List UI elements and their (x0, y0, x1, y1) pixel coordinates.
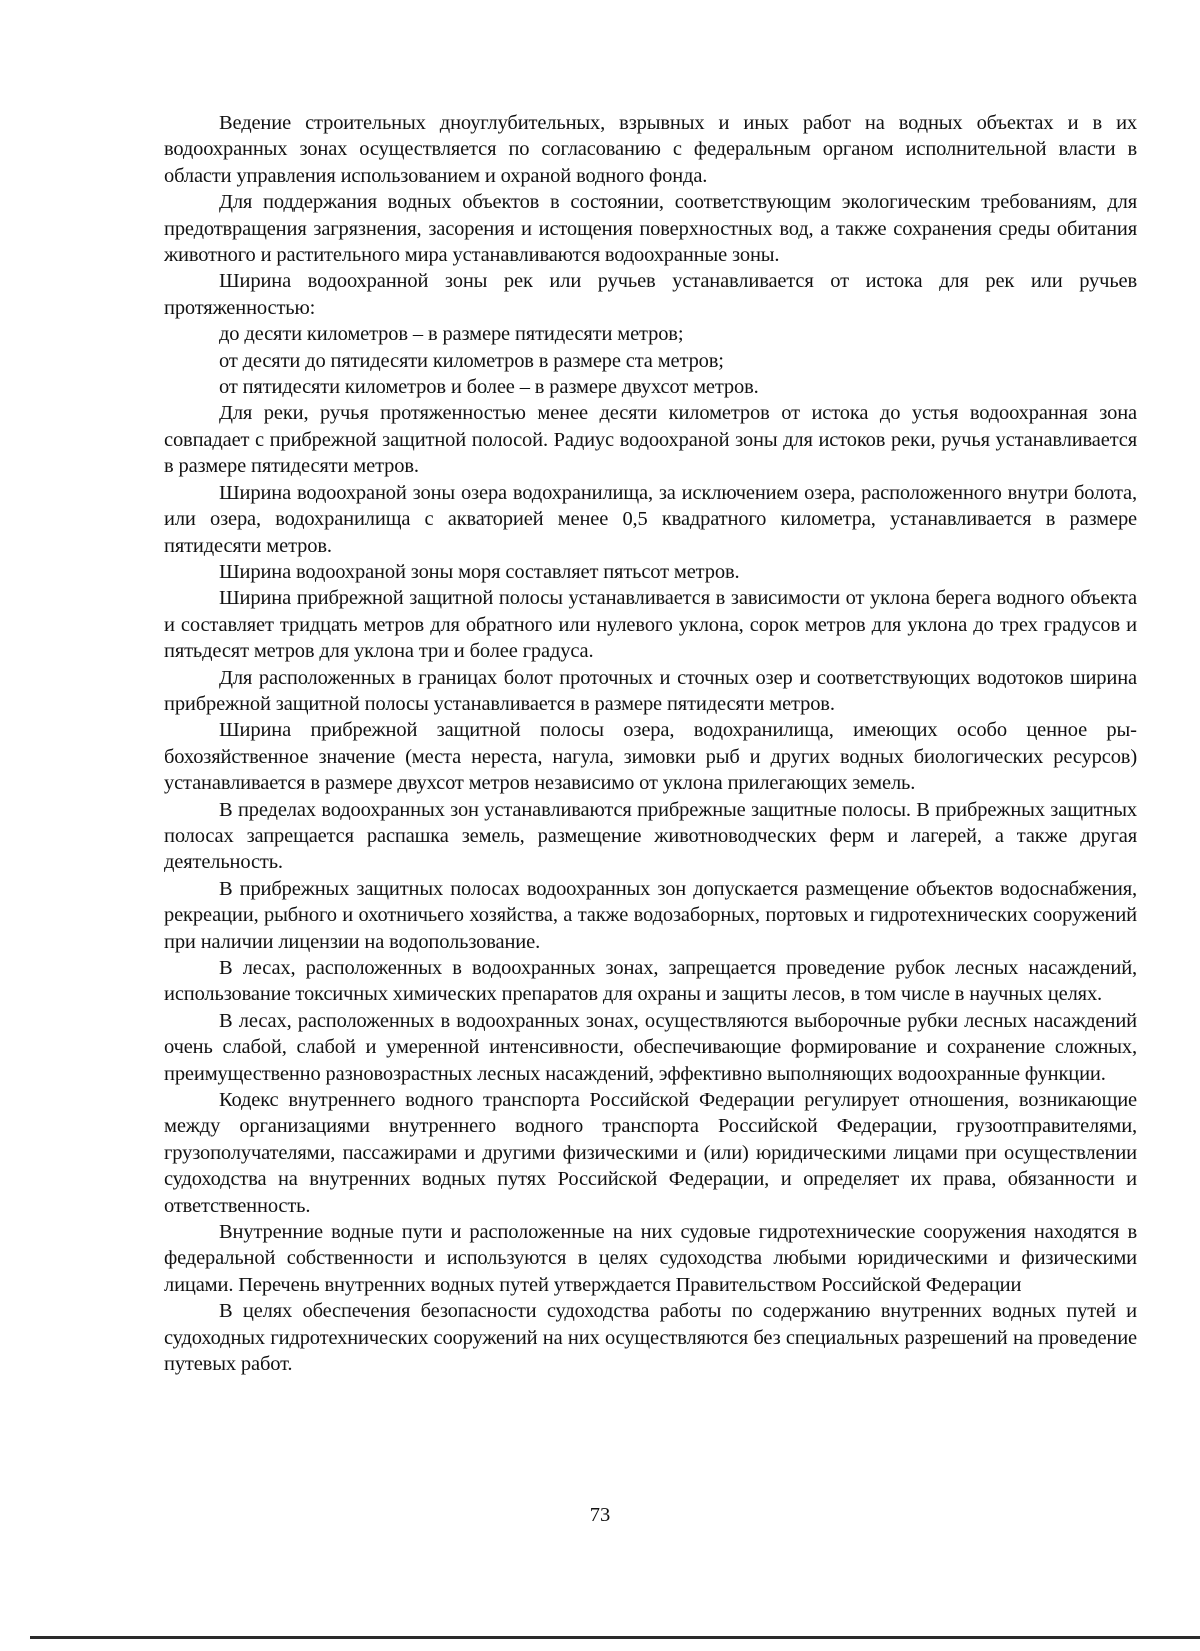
paragraph-coastal-strip-permitted: В прибрежных защитных полосах водоохранных зон допускается размещение объектов водоснабжения, рекреации, рыбного и охотничьего хозяйства, а также водозаборных, портовых и гидротехнических сооружений при наличии лицензии на водопользование. (164, 877, 1137, 953)
paragraph-inland-water-code: Кодекс внутреннего водного транспорта Российской Федерации регулирует отношения, возникающие между организациями внутреннего водного транспорта Российской Федерации, грузоотправителями, грузополучателями, пассажирами и другими физическими и (или) юридическими лицами при осуществлении судоходства на внутренних водных путях Российской Федерации, и определяет их права, обязанности и ответственность. (164, 1089, 1137, 1217)
list-item: до десяти километров – в размере пятидесяти метров; (219, 323, 684, 346)
paragraph-dredging-works: Ведение строительных дноуглубительных, взрывных и иных работ на водных объектах и в их водоохранных зонах осуществляется по согласованию с федеральным органом исполнительной власти в области управления использованием и охраной водного фонда. (164, 112, 1137, 187)
list-item: от десяти до пятидесяти километров в размере ста метров; (219, 349, 724, 372)
paragraph-inland-waterways: Внутренние водные пути и расположенные на них судовые гидротехнические сооружения находятся в федеральной собственности и используются в целях судоходства любыми юридическими и физическими лицами. Перечень внутренних водных путей утверждается Правительством Российской Федерации (164, 1221, 1137, 1296)
paragraph-coastal-strip-restrictions: В пределах водоохранных зон устанавливаются прибрежные защитные полосы. В прибрежных защитных полосах запрещается распашка земель, размещение животноводческих ферм и лагерей, а также другая деятельность. (164, 798, 1137, 874)
paragraph-river-zone-width: Ширина водоохранной зоны рек или ручьев устанавливается от истока для рек или ручьев протяженностью: (164, 270, 1137, 319)
paragraph-short-rivers: Для реки, ручья протяженностью менее десяти километров от истока до устья водоохранная зона совпадает с прибрежной защитной полосой. Радиус водоохраной зоны для истоков реки, ручья устанавливается в размере пятидесяти метров. (164, 402, 1137, 478)
paragraph-swamp-lakes: Для расположенных в границах болот проточных и сточных озер и соответствующих водотоков ширина прибрежной защитной полосы устанавливается в размере пятидесяти метров. (164, 666, 1137, 715)
paragraph-navigation-safety: В целях обеспечения безопасности судоходства работы по содержанию внутренних водных путей и судоходных гидротехнических сооружений на них осуществляются без специальных разрешений на проведение путевых работ. (164, 1300, 1137, 1376)
paragraph-sea-zone: Ширина водоохраной зоны моря составляет пятьсот метров. (219, 560, 740, 583)
scan-edge-line (30, 1636, 1200, 1639)
paragraph-fishery-lakes: Ширина прибрежной защитной полосы озера, водохранилища, имеющих особо ценное рыбохозяйственное значение (места нереста, нагула, зимовки рыб и других водных биологических ресурсов) устанавливается в размере двухсот метров независимо от уклона прилегающих земель. (164, 719, 1137, 795)
paragraph-coastal-strip-width: Ширина прибрежной защитной полосы устанавливается в зависимости от уклона берега водного объекта и составляет тридцать метров для обратного или нулевого уклона, сорок метров для уклона до трех градусов и пятьдесят метров для уклона три и более градуса. (164, 587, 1137, 663)
list-item: от пятидесяти километров и более – в размере двухсот метров. (219, 376, 759, 399)
page-number: 73 (589, 1504, 611, 1526)
paragraph-forest-selective-cutting: В лесах, расположенных в водоохранных зонах, осуществляются выборочные рубки лесных насаждений очень слабой, слабой и умеренной интенсивности, обеспечивающие формирование и сохранение сложных, преимущественно разновозрастных лесных насаждений, эффективно выполняющих водоохранные функции. (164, 1009, 1137, 1085)
paragraph-forest-prohibitions: В лесах, расположенных в водоохранных зонах, запрещается проведение рубок лесных насаждений, использование токсичных химических препаратов для охраны и защиты лесов, в том числе в научных целях. (164, 957, 1137, 1006)
paragraph-lake-reservoir-zone: Ширина водоохраной зоны озера водохранилища, за исключением озера, расположенного внутри болота, или озера, водохранилища с акваторией менее 0,5 квадратного километра, устанавливается в размере пятидесяти метров. (164, 481, 1137, 557)
paragraph-water-protection-zones: Для поддержания водных объектов в состоянии, соответствующим экологическим требованиям, для предотвращения загрязнения, засорения и истощения поверхностных вод, а также сохранения среды обитания животного и растительного мира устанавливаются водоохранные зоны. (164, 191, 1137, 267)
body-text (164, 110, 1137, 1378)
